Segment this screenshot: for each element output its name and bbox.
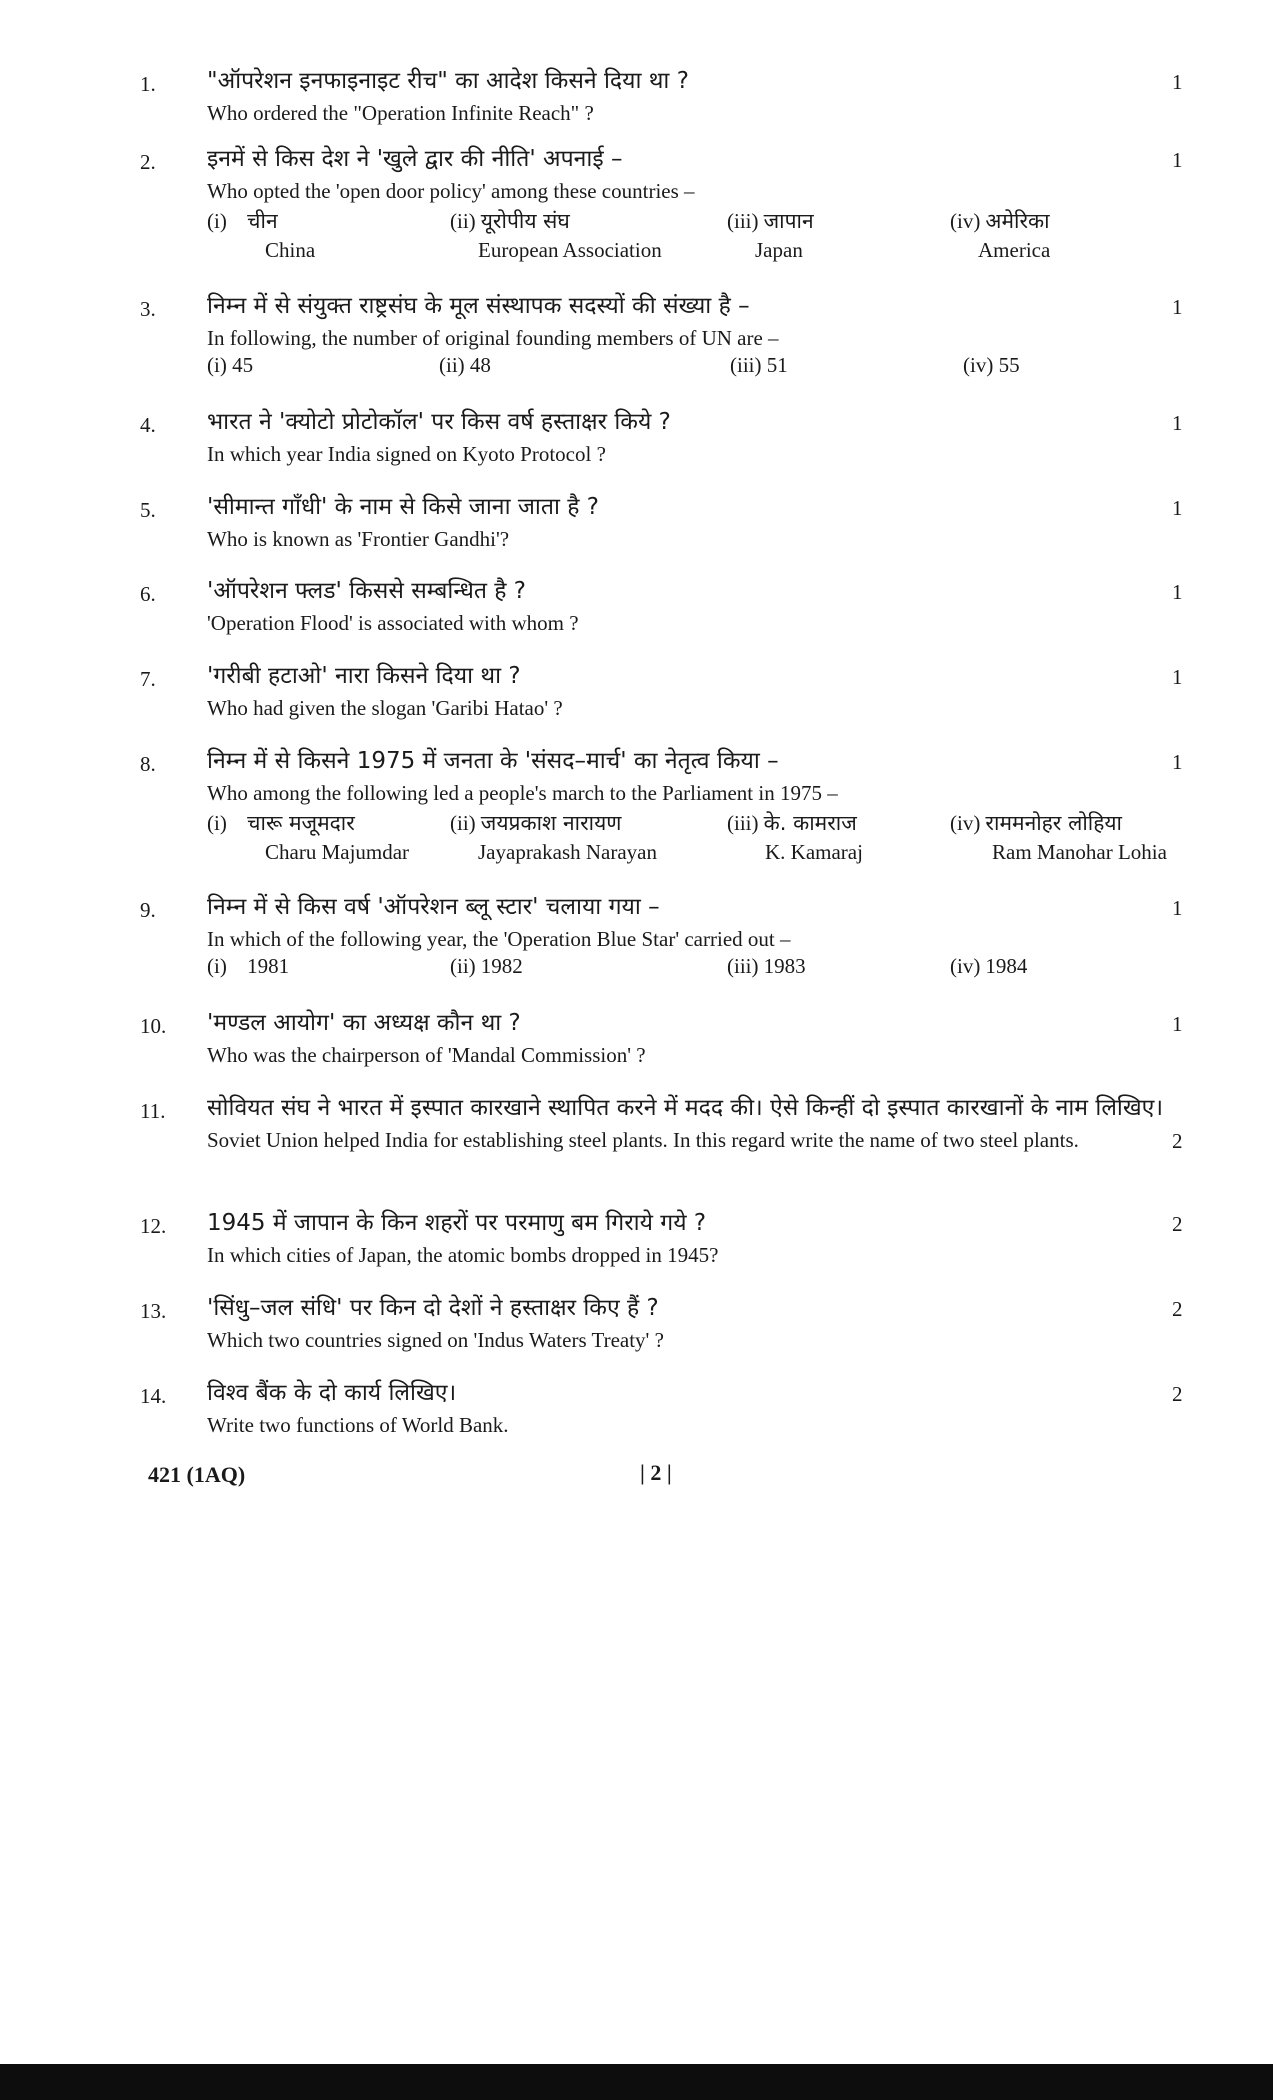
scan-edge-bar (0, 2064, 1273, 2100)
question-number: 7. (140, 667, 156, 691)
question-marks: 1 (1172, 148, 1183, 172)
option-iv (950, 954, 1027, 979)
option-ii (450, 808, 657, 866)
question-text-english: Who was the chairperson of 'Mandal Commission' ? (207, 1043, 646, 1067)
question-marks: 1 (1172, 70, 1183, 94)
option-text-hindi: जयप्रकाश नारायण (480, 811, 622, 835)
question-number: 3. (140, 297, 156, 321)
option-iii (730, 353, 788, 378)
question-text-hindi: विश्व बैंक के दो कार्य लिखिए। (207, 1380, 457, 1406)
question-text-hindi: 'सिंधु–जल संधि' पर किन दो देशों ने हस्ताक्षर किए हैं ? (207, 1295, 659, 1321)
question-marks: 1 (1172, 295, 1183, 319)
question-number: 9. (140, 898, 156, 922)
question-marks: 2 (1172, 1297, 1183, 1321)
option-text-english: Jayaprakash Narayan (478, 840, 657, 864)
option-text-hindi: राममनोहर लोहिया (985, 811, 1122, 835)
option-number: (iii) (727, 811, 759, 835)
question-body (207, 744, 1187, 866)
question-marks: 2 (1172, 1129, 1183, 1153)
page-number: | 2 | (640, 1460, 672, 1485)
option-text: (i) 45 (207, 353, 254, 377)
question-number: 13. (140, 1299, 167, 1323)
option-text-hindi: यूरोपीय संघ (480, 209, 570, 233)
question-text-english: In which cities of Japan, the atomic bombs dropped in 1945? (207, 1243, 719, 1267)
question-text-english: Soviet Union helped India for establishing steel plants. In this regard write the name of two steel plants. (207, 1128, 1079, 1152)
option-text-english: Japan (755, 238, 803, 262)
paper-code: 421 (1AQ) (148, 1462, 246, 1487)
question-text-hindi: सोवियत संघ ने भारत में इस्पात कारखाने स्थापित करने में मदद की। ऐसे किन्हीं दो इस्पात कारखानों के नाम लिखिए। (207, 1095, 1164, 1121)
question-number: 5. (140, 498, 156, 522)
option-i (207, 206, 315, 264)
option-number: (iii) (727, 954, 759, 978)
question-body (207, 1091, 1187, 1155)
question-body (207, 890, 1187, 986)
question-text-hindi: भारत ने 'क्योटो प्रोटोकॉल' पर किस वर्ष हस्ताक्षर किये ? (207, 409, 671, 435)
question-text-english: 'Operation Flood' is associated with whom ? (207, 611, 579, 635)
option-iv (950, 206, 1050, 264)
option-number: (iv) (950, 209, 981, 233)
option-i (207, 808, 409, 866)
question-text-english: In following, the number of original founding members of UN are – (207, 326, 779, 350)
question-text-hindi: निम्न में से किसने 1975 में जनता के 'संसद–मार्च' का नेतृत्व किया – (207, 748, 779, 774)
question-text-english: Who had given the slogan 'Garibi Hatao' ? (207, 696, 563, 720)
question-marks: 1 (1172, 411, 1183, 435)
option-text-english: Ram Manohar Lohia (992, 840, 1167, 864)
option-text-english: America (978, 238, 1051, 262)
question-number: 2. (140, 150, 156, 174)
option-number: (iv) (950, 811, 981, 835)
option-number: (i) (207, 209, 227, 233)
question-text-hindi: 1945 में जापान के किन शहरों पर परमाणु बम गिराये गये ? (207, 1210, 707, 1236)
question-text-english: In which of the following year, the 'Operation Blue Star' carried out – (207, 927, 791, 951)
option-number: (iv) (950, 954, 981, 978)
question-marks: 1 (1172, 665, 1183, 689)
question-number: 12. (140, 1214, 167, 1238)
question-marks: 1 (1172, 496, 1183, 520)
question-body (207, 1291, 1187, 1355)
question-number: 8. (140, 752, 156, 776)
question-body (207, 659, 1187, 723)
options-list (207, 808, 1187, 866)
question-marks: 2 (1172, 1212, 1183, 1236)
question-body (207, 490, 1187, 554)
question-text-hindi: 'सीमान्त गाँधी' के नाम से किसे जाना जाता है ? (207, 494, 599, 520)
options-list (207, 206, 1187, 264)
question-text-english: Which two countries signed on 'Indus Waters Treaty' ? (207, 1328, 664, 1352)
option-number: (iii) (727, 209, 759, 233)
option-text-hindi: अमेरिका (985, 209, 1050, 233)
option-text-english: Charu Majumdar (265, 840, 410, 864)
question-marks: 2 (1172, 1382, 1183, 1406)
question-text-hindi: इनमें से किस देश ने 'खुले द्वार की नीति' अपनाई – (207, 146, 623, 172)
option-text: (iii) 51 (730, 353, 788, 377)
question-number: 14. (140, 1384, 167, 1408)
question-text-english: Who is known as 'Frontier Gandhi'? (207, 527, 510, 551)
option-iii (727, 954, 806, 979)
question-text-english: Who opted the 'open door policy' among these countries – (207, 179, 695, 203)
option-text: (iv) 55 (963, 353, 1020, 377)
question-text-english: Write two functions of World Bank. (207, 1413, 509, 1437)
option-text-english: China (265, 238, 316, 262)
question-marks: 1 (1172, 750, 1183, 774)
question-marks: 1 (1172, 1012, 1183, 1036)
option-text-english: K. Kamaraj (765, 840, 863, 864)
option-value: 1982 (480, 954, 523, 978)
option-iii (727, 206, 814, 264)
option-text-english: European Association (478, 238, 662, 262)
question-number: 1. (140, 72, 156, 96)
question-body (207, 64, 1187, 128)
option-number: (ii) (450, 954, 476, 978)
question-text-hindi: 'गरीबी हटाओ' नारा किसने दिया था ? (207, 663, 521, 689)
question-body (207, 289, 1187, 385)
question-text-hindi: निम्न में से किस वर्ष 'ऑपरेशन ब्लू स्टार' चलाया गया – (207, 894, 660, 920)
option-text-hindi: चीन (247, 209, 278, 233)
option-i (207, 954, 289, 979)
question-number: 11. (140, 1099, 166, 1123)
question-text-english: Who ordered the "Operation Infinite Reach" ? (207, 101, 594, 125)
option-value: 1984 (985, 954, 1028, 978)
option-text: (ii) 48 (439, 353, 491, 377)
options-list (207, 353, 1187, 385)
option-iv (950, 808, 1167, 866)
option-text-hindi: चारू मजूमदार (247, 811, 355, 835)
question-text-english: In which year India signed on Kyoto Protocol ? (207, 442, 606, 466)
question-marks: 1 (1172, 896, 1183, 920)
question-body (207, 405, 1187, 469)
option-number: (ii) (450, 811, 476, 835)
option-number: (i) (207, 954, 227, 978)
option-text-hindi: के. कामराज (763, 811, 857, 835)
option-text-hindi: जापान (763, 209, 814, 233)
question-number: 6. (140, 582, 156, 606)
question-number: 10. (140, 1014, 167, 1038)
option-ii (439, 353, 491, 378)
question-body (207, 142, 1187, 264)
question-text-hindi: "ऑपरेशन इनफाइनाइट रीच" का आदेश किसने दिया था ? (207, 68, 689, 94)
option-value: 1983 (763, 954, 806, 978)
question-text-hindi: 'ऑपरेशन फ्लड' किससे सम्बन्धित है ? (207, 578, 526, 604)
option-i (207, 353, 253, 378)
question-body (207, 574, 1187, 638)
options-list (207, 954, 1187, 986)
question-marks: 1 (1172, 580, 1183, 604)
question-body (207, 1206, 1187, 1270)
question-text-hindi: 'मण्डल आयोग' का अध्यक्ष कौन था ? (207, 1010, 521, 1036)
option-number: (i) (207, 811, 227, 835)
option-iv (963, 353, 1020, 378)
option-number: (ii) (450, 209, 476, 233)
question-number: 4. (140, 413, 156, 437)
option-ii (450, 954, 523, 979)
option-value: 1981 (247, 954, 290, 978)
question-text-hindi: निम्न में से संयुक्त राष्ट्रसंघ के मूल संस्थापक सदस्यों की संख्या है – (207, 293, 750, 319)
option-iii (727, 808, 863, 866)
question-body (207, 1006, 1187, 1070)
option-ii (450, 206, 662, 264)
question-text-english: Who among the following led a people's march to the Parliament in 1975 – (207, 781, 838, 805)
question-body (207, 1376, 1187, 1440)
